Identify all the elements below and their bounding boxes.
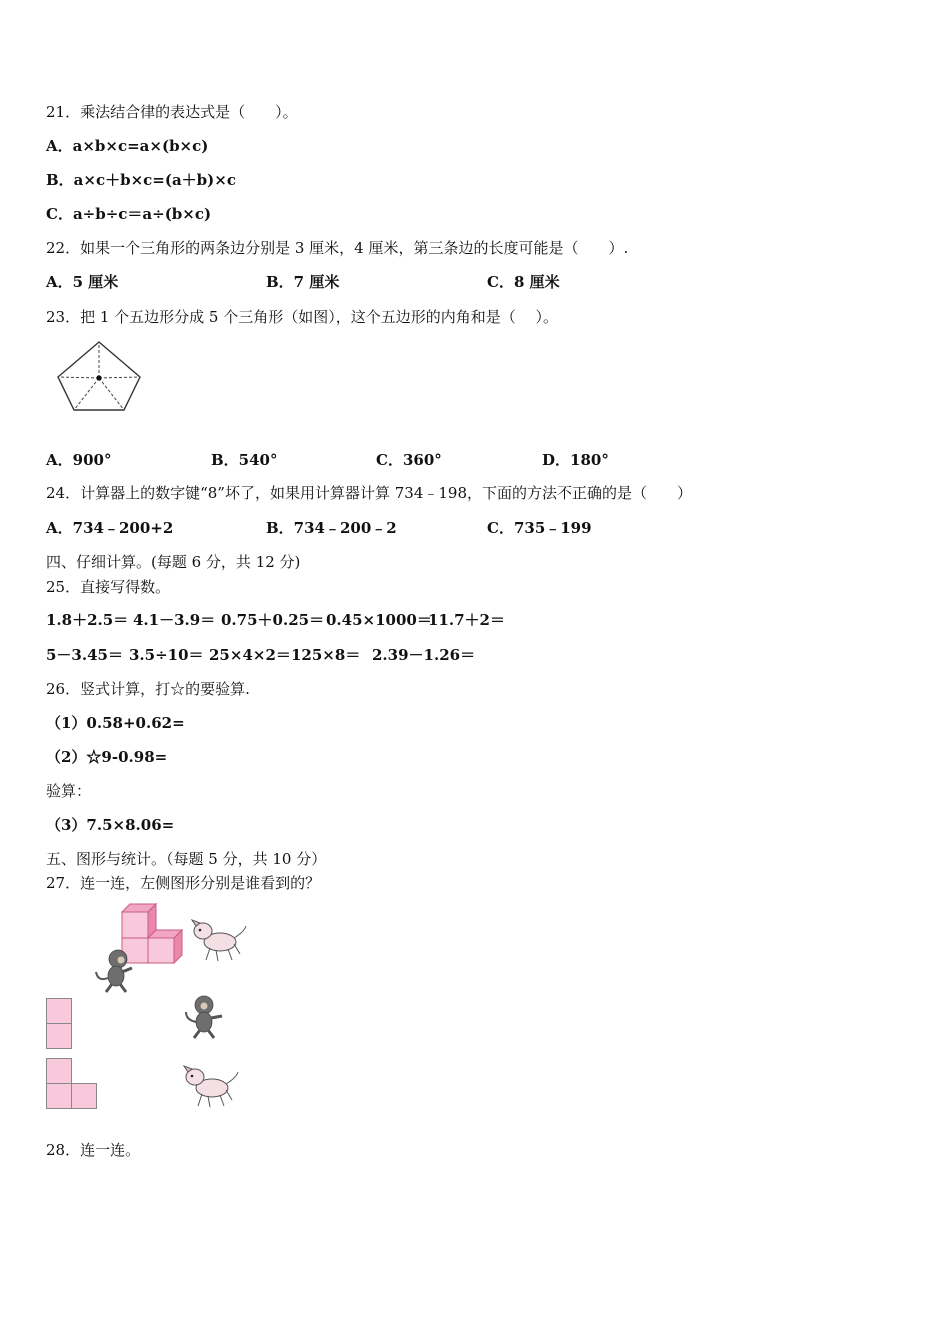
monkey-icon [94, 948, 138, 994]
q25-expr-6: 5－3.45＝ [46, 646, 123, 664]
q23-option-b: B．540° [211, 451, 278, 469]
q26-item-3: （3）7.5×8.06= [46, 816, 175, 834]
pentagon-figure [56, 340, 142, 412]
q25-expr-8: 25×4×2＝ [209, 646, 291, 664]
q22-option-c: C．8 厘米 [487, 273, 560, 291]
q28-stem: 28．连一连。 [46, 1141, 141, 1159]
q24-option-a: A．734﹣200+2 [46, 519, 174, 537]
q26-stem: 26．竖式计算，打☆的要验算. [46, 680, 250, 698]
q27-stem: 27．连一连，左侧图形分别是谁看到的？ [46, 874, 321, 892]
monkey-icon [182, 994, 226, 1040]
q26-item-2: （2）☆9-0.98= [46, 748, 168, 766]
q25-expr-10: 2.39－1.26＝ [372, 646, 476, 664]
q25-stem: 25．直接写得数。 [46, 578, 171, 596]
q25-expr-1: 1.8＋2.5＝ [46, 611, 129, 629]
q22-stem: 22．如果一个三角形的两条边分别是 3 厘米，4 厘米，第三条边的长度可能是（ ）. [46, 239, 629, 257]
q23-option-d: D．180° [542, 451, 609, 469]
q25-expr-4: 0.45×1000＝ [326, 611, 432, 629]
q26-item-1: （1）0.58+0.62= [46, 714, 185, 732]
q21-option-a: A．a×b×c=a×(b×c) [46, 137, 209, 155]
q23-option-c: C．360° [376, 451, 442, 469]
q21-option-b: B．a×c＋b×c=(a＋b)×c [46, 171, 236, 189]
q23-stem: 23．把 1 个五边形分成 5 个三角形（如图），这个五边形的内角和是（ ）。 [46, 308, 559, 326]
dog-icon [190, 918, 248, 962]
q22-option-a: A．5 厘米 [46, 273, 119, 291]
q24-stem: 24．计算器上的数字键“8”坏了，如果用计算器计算 734﹣198，下面的方法不正确的是（ ） [46, 484, 692, 502]
q22-option-b: B．7 厘米 [266, 273, 340, 291]
dog-icon [182, 1064, 240, 1108]
q26-check-label: 验算： [46, 782, 92, 800]
q25-expr-2: 4.1－3.9＝ [133, 611, 216, 629]
q24-option-c: C．735﹣199 [487, 519, 592, 537]
q24-option-b: B．734﹣200﹣2 [266, 519, 397, 537]
q25-expr-9: 125×8＝ [291, 646, 361, 664]
q25-expr-3: 0.75＋0.25＝ [221, 611, 325, 629]
q21-option-c: C．a÷b÷c＝a÷(b×c) [46, 205, 212, 223]
view-shape-l [46, 1058, 100, 1110]
q23-option-a: A．900° [46, 451, 112, 469]
section4-title: 四、仔细计算。(每题 6 分，共 12 分) [46, 553, 301, 571]
q25-expr-7: 3.5÷10＝ [129, 646, 204, 664]
section5-title: 五、图形与统计。（每题 5 分，共 10 分） [46, 850, 327, 868]
view-shape-vertical [46, 998, 74, 1050]
q25-expr-5: 11.7＋2＝ [428, 611, 505, 629]
q21-stem: 21．乘法结合律的表达式是（ ）。 [46, 103, 298, 121]
